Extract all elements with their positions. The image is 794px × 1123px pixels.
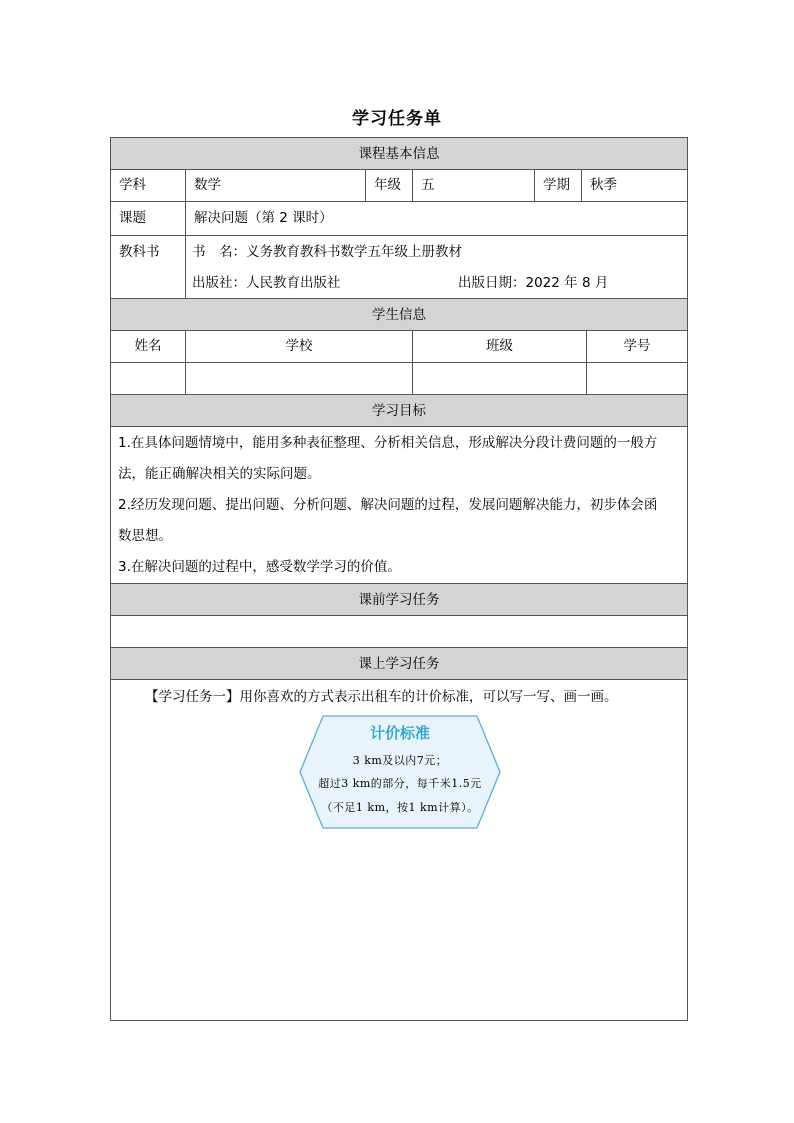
pricing-standard-box (299, 715, 501, 829)
course-textbook-row (111, 236, 687, 299)
grade-label: 年级 (366, 170, 413, 201)
pricing-rule-1: 3 km及以内7元； (352, 754, 448, 767)
page-title: 学习任务单 (352, 109, 442, 129)
book-name: 书 名：义务教育教科书数学五年级上册教材 (192, 244, 462, 260)
name-header: 姓名 (111, 331, 186, 362)
term-label: 学期 (535, 170, 582, 201)
section-title: 课上学习任务 (358, 656, 440, 672)
class-field[interactable] (413, 363, 587, 394)
student-entry-row (111, 363, 687, 395)
student-id-field[interactable] (587, 363, 687, 394)
objective-2-line-2: 数思想。 (118, 528, 172, 544)
section-header-objectives (111, 395, 687, 427)
section-header-course-info (111, 138, 687, 170)
objectives-body (111, 427, 687, 584)
course-topic-row (111, 202, 687, 236)
subject-label: 学科 (111, 170, 186, 201)
topic-label: 课题 (111, 202, 186, 235)
pricing-rule-3: （不足1 km，按1 km计算）。 (321, 801, 479, 814)
task-1-instruction: 【学习任务一】用你喜欢的方式表示出租车的计价标准，可以写一写、画一画。 (145, 689, 618, 705)
objective-3: 3.在解决问题的过程中，感受数学学习的价值。 (118, 559, 401, 575)
student-id-header: 学号 (623, 338, 651, 354)
school-header: 学校 (186, 331, 413, 362)
section-header-student-info (111, 299, 687, 331)
student-header-row (111, 331, 687, 363)
section-title: 学生信息 (372, 307, 426, 323)
textbook-label: 教科书 (111, 236, 186, 298)
section-title: 课前学习任务 (358, 592, 440, 608)
section-header-in-class (111, 648, 687, 680)
pricing-title: 计价标准 (369, 724, 430, 742)
section-header-pre-class (111, 584, 687, 616)
grade-value: 五 (413, 170, 535, 201)
publication-date: 出版日期：2022 年 8 月 (458, 275, 609, 291)
objective-1-line-2: 法，能正确解决相关的实际问题。 (118, 466, 321, 482)
publisher: 出版社：人民教育出版社 (192, 275, 341, 291)
pricing-rule-2: 超过3 km的部分，每千米1.5元 (318, 777, 482, 790)
course-subject-row (111, 170, 687, 202)
term-value: 秋季 (590, 177, 617, 193)
objective-1-line-1: 1.在具体问题情境中，能用多种表征整理、分析相关信息，形成解决分段计费问题的一般方 (118, 435, 658, 451)
name-field[interactable] (111, 363, 186, 394)
objective-2-line-1: 2.经历发现问题、提出问题、分析问题、解决问题的过程，发展问题解决能力，初步体会函 (118, 497, 658, 513)
textbook-details (186, 236, 687, 298)
section-title: 课程基本信息 (358, 146, 440, 162)
section-title: 学习目标 (372, 403, 426, 419)
pre-class-task-area[interactable] (111, 616, 687, 648)
subject-value: 数学 (186, 170, 366, 201)
class-header: 班级 (413, 331, 587, 362)
task-sheet-table (110, 137, 688, 1021)
school-field[interactable] (186, 363, 413, 394)
topic-value: 解决问题（第 2 课时） (194, 210, 333, 226)
